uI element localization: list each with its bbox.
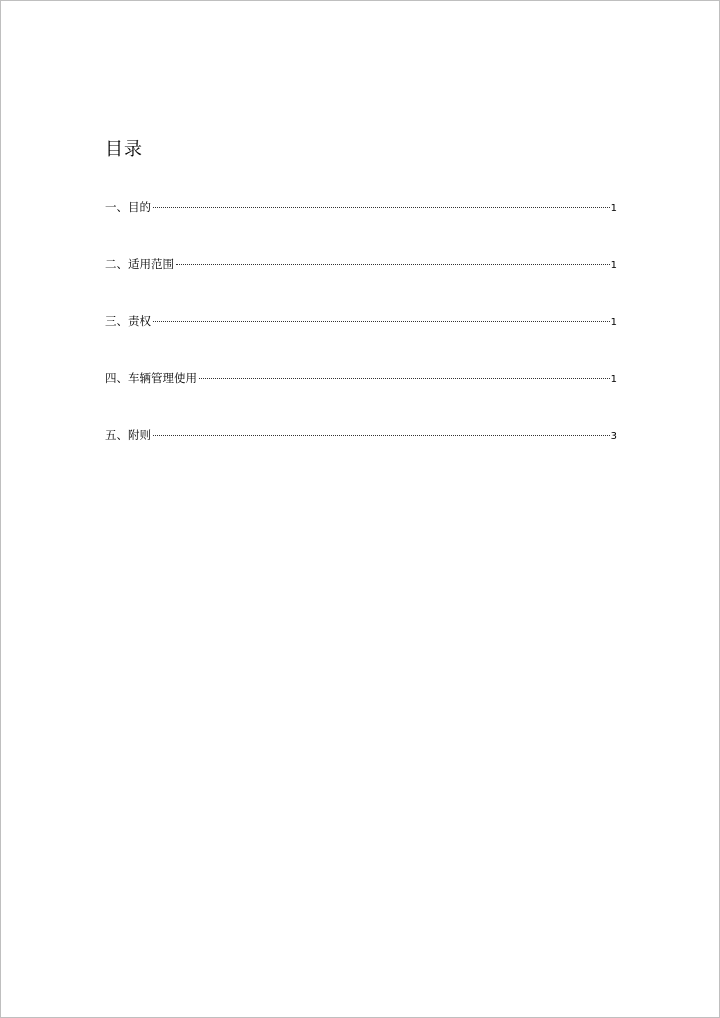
toc-entry-page-number: 1	[610, 374, 617, 385]
toc-title: 目录	[105, 139, 143, 160]
toc-entry-supplementary[interactable]	[105, 427, 617, 443]
toc-entry-label: 四、车辆管理使用	[105, 371, 197, 385]
toc-entry-purpose[interactable]	[105, 199, 617, 215]
toc-dot-leader	[153, 321, 610, 322]
toc-dot-leader	[199, 378, 610, 379]
toc-entry-page-number: 1	[610, 317, 617, 328]
toc-entry-label: 五、附则	[105, 428, 151, 442]
toc-entry-label: 三、责权	[105, 314, 151, 328]
toc-entry-page-number: 1	[610, 260, 617, 271]
toc-list	[105, 199, 617, 484]
toc-dot-leader	[153, 435, 610, 436]
toc-entry-label: 二、适用范围	[105, 257, 174, 271]
toc-dot-leader	[176, 264, 610, 265]
toc-entry-vehicle-management[interactable]	[105, 370, 617, 386]
toc-dot-leader	[153, 207, 610, 208]
toc-entry-label: 一、目的	[105, 200, 151, 214]
toc-entry-scope[interactable]	[105, 256, 617, 272]
toc-entry-page-number: 1	[610, 203, 617, 214]
toc-entry-responsibilities[interactable]	[105, 313, 617, 329]
toc-entry-page-number: 3	[610, 431, 617, 442]
